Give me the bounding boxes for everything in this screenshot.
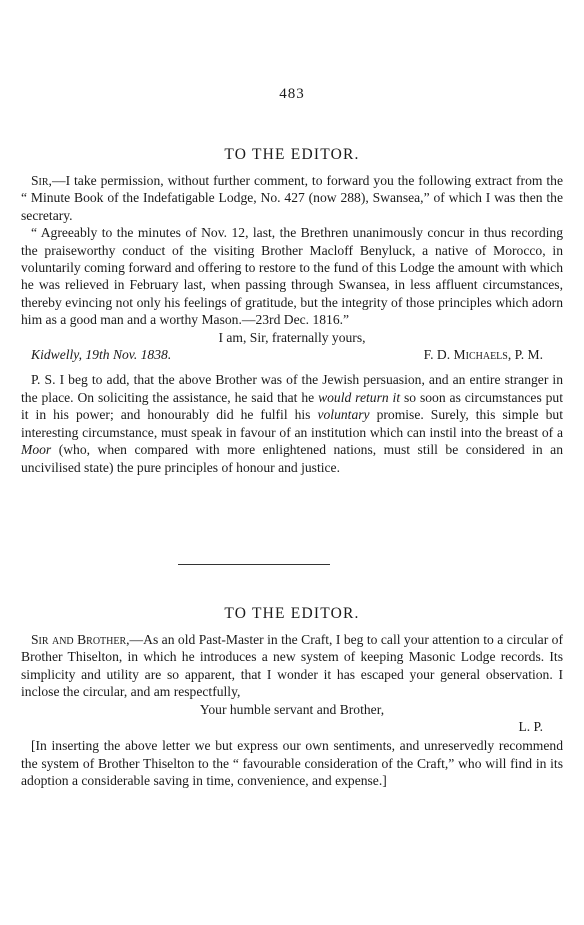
letter1-closing: I am, Sir, fraternally yours,	[218, 329, 366, 345]
letter2-paragraph-1-text: —As an old Past-Master in the Craft, I beg to call your attention to a circular of Brother Thiselton, in which he introduces a new system of keeping Masonic Lodge records. Its simplicity and utility are so apparent, that I wonder it has escaped your general observation. I inclose the circular, and am respectfully,	[21, 632, 563, 700]
letter1-body	[21, 172, 563, 476]
letter1-signature	[424, 346, 543, 363]
ps-emphasis-2: voluntary	[317, 407, 370, 423]
letter1-place-date: Kidwelly, 19th Nov. 1838.	[31, 347, 172, 363]
ps-text-a: P. S. I beg to add, that the above Brother was of the Jewish persuasion, and an entire stranger in the place. On soliciting the assistance, he said that he	[21, 372, 563, 405]
letter1-signature-name: F. D. Michaels	[423, 347, 508, 363]
ps-emphasis-1: would return it	[318, 389, 401, 405]
letter1-extract: “ Agreeably to the minutes of Nov. 12, last, the Brethren unanimously concur in thus recording the praiseworthy conduct of the visiting Brother Macloff Benyluck, a native of Morocco, in voluntarily coming forward and offering to restore to the fund of this Lodge the amount with which he was relieved in February last, when passing through Swansea, in less affluent circumstances, thereby evincing not only his feelings of gratitude, but the integrity of those principles which adorn him as a good man and a worthy Mason.—23rd Dec. 1816.”	[21, 225, 563, 328]
letter1-signature-suffix: , P. M.	[507, 347, 543, 363]
letter1-postscript	[21, 371, 563, 475]
ps-text-b: so soon as circumstances put it in his power; and honourably did he fulfil his	[21, 389, 563, 423]
letter2-signature: L. P.	[518, 719, 543, 735]
letter2-salutation: Sir and Brother,	[31, 632, 130, 647]
editor-note: [In inserting the above letter we but express our own sentiments, and unreservedly recommend the system of Brother Thiselton to the “ favourable consideration of the Craft,” who will find in its adoption a considerable saving in time, convenience, and expense.]	[21, 738, 563, 789]
letter1-heading: TO THE EDITOR.	[224, 146, 360, 163]
ps-text-d: (who, when compared with more enlightened nations, must still be considered in an uncivilised state) the pure principles of honour and justice.	[21, 442, 563, 475]
ps-emphasis-3: Moor	[21, 442, 52, 458]
page-number: 483	[279, 86, 305, 102]
letter2-heading: TO THE EDITOR.	[224, 605, 360, 622]
ps-text-c: promise. Surely, this simple but interesting circumstance, must speak in favour of an institution which can instil into the breast of a	[21, 407, 564, 440]
letter1-signature-row	[21, 346, 563, 363]
letter1-salutation: Sir,	[31, 173, 52, 188]
section-divider	[178, 564, 330, 565]
letter2-body	[21, 631, 563, 790]
letter1-paragraph-1-text: —I take permission, without further comment, to forward you the following extract from the “ Minute Book of the Indefatigable Lodge, No. 427 (now 288), Swansea,” of which I was then the secretary.	[21, 173, 563, 223]
letter2-paragraph-1	[21, 631, 563, 701]
letter1-paragraph-1	[21, 172, 563, 224]
letter2-closing: Your humble servant and Brother,	[199, 701, 385, 717]
